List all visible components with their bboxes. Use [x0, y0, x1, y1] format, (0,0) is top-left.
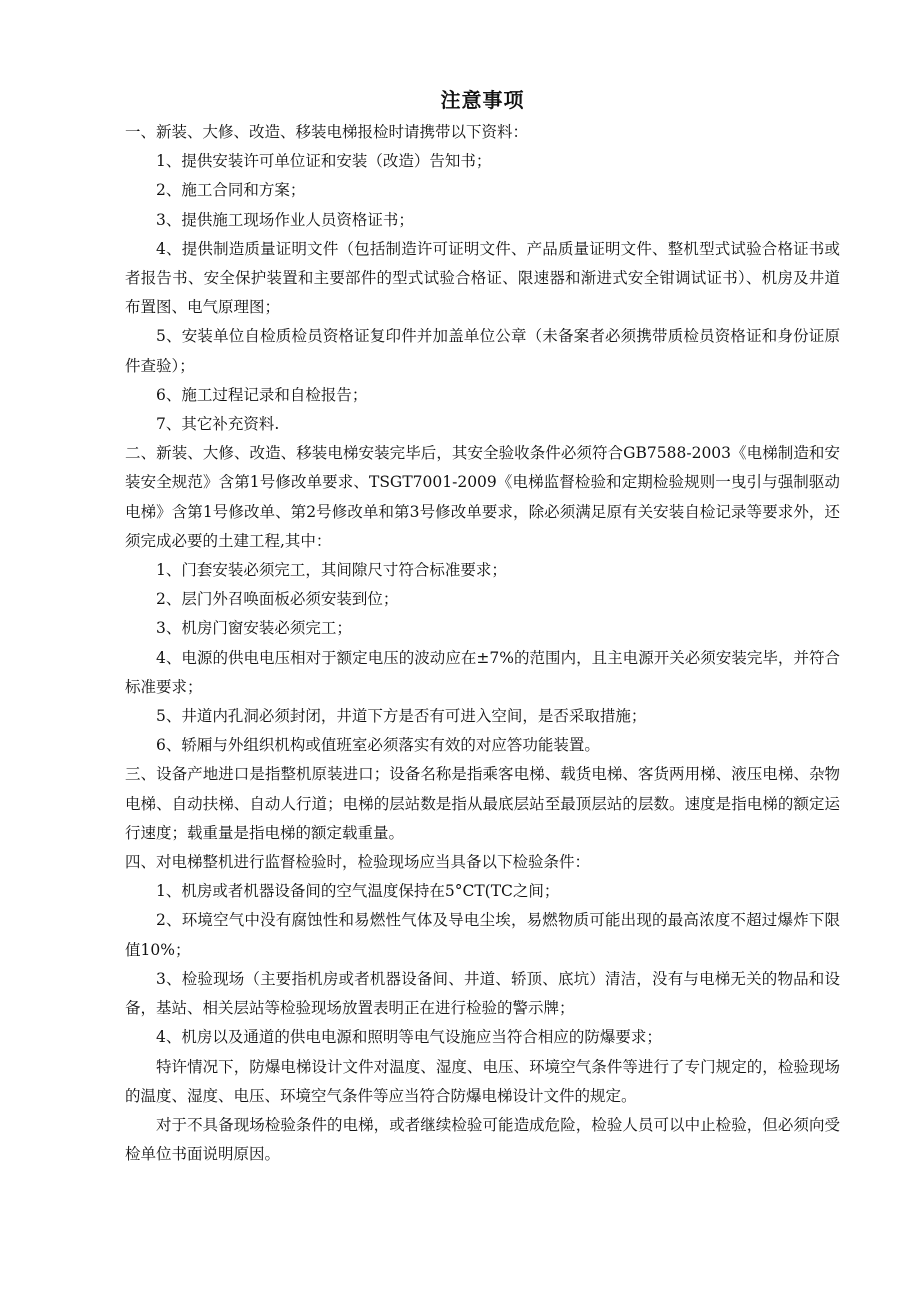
list-item-paragraph: 5、安装单位自检质检员资格证复印件并加盖单位公章（未备案者必须携带质检员资格证和身份证原件查验）； — [125, 327, 840, 375]
list-item-paragraph: 2、层门外召唤面板必须安装到位； — [156, 590, 399, 609]
list-item-paragraph: 7、其它补充资料. — [156, 415, 280, 434]
list-item-paragraph: 6、轿厢与外组织机构或值班室必须落实有效的对应答功能装置。 — [156, 736, 600, 755]
document-page — [125, 84, 840, 1169]
document-body — [125, 118, 840, 1169]
list-item-paragraph: 2、环境空气中没有腐蚀性和易燃性气体及导电尘埃，易燃物质可能出现的最高浓度不超过爆炸下限值10%； — [125, 911, 840, 959]
list-item-paragraph: 3、机房门窗安装必须完工； — [156, 619, 352, 638]
list-item-paragraph: 特许情况下，防爆电梯设计文件对温度、湿度、电压、环境空气条件等进行了专门规定的，检验现场的温度、湿度、电压、环境空气条件等应当符合防爆电梯设计文件的规定。 — [125, 1057, 840, 1105]
list-item-paragraph: 1、提供安装许可单位证和安装（改造）告知书； — [156, 152, 492, 171]
list-item-paragraph: 3、提供施工现场作业人员资格证书； — [156, 210, 414, 229]
list-item-paragraph: 4、提供制造质量证明文件（包括制造许可证明文件、产品质量证明文件、整机型式试验合格证书或者报告书、安全保护装置和主要部件的型式试验合格证、限速器和渐进式安全钳调试证书）、机房及井道布置图、电气原理图； — [125, 239, 840, 317]
section-heading-paragraph: 一、新装、大修、改造、移装电梯报检时请携带以下资料： — [125, 123, 529, 141]
list-item-paragraph: 4、电源的供电电压相对于额定电压的波动应在±7%的范围内，且主电源开关必须安装完毕，并符合标准要求； — [125, 648, 840, 696]
list-item-paragraph: 6、施工过程记录和自检报告； — [156, 385, 368, 404]
section-heading-paragraph: 三、设备产地进口是指整机原装进口；设备名称是指乘客电梯、载货电梯、客货两用梯、液压电梯、杂物电梯、自动扶梯、自动人行道；电梯的层站数是指从最底层站至最顶层站的层数。速度是指电梯的额定运行速度；载重量是指电梯的额定载重量。 — [125, 765, 840, 842]
section-heading-paragraph: 四、对电梯整机进行监督检验时，检验现场应当具备以下检验条件： — [125, 853, 591, 872]
list-item-paragraph: 1、门套安装必须完工，其间隙尺寸符合标准要求； — [156, 561, 507, 580]
list-item-paragraph: 3、检验现场（主要指机房或者机器设备间、井道、轿顶、底坑）清洁，没有与电梯无关的物品和设备，基站、相关层站等检验现场放置表明正在进行检验的警示牌； — [125, 969, 840, 1018]
page-title: 注意事项 — [440, 88, 525, 112]
list-item-paragraph: 对于不具备现场检验条件的电梯，或者继续检验可能造成危险，检验人员可以中止检验，但必须向受检单位书面说明原因。 — [125, 1115, 840, 1164]
list-item-paragraph: 2、施工合同和方案； — [156, 181, 306, 200]
list-item-paragraph: 1、机房或者机器设备间的空气温度保持在5°CT(TC之间； — [156, 882, 560, 901]
list-item-paragraph: 5、井道内孔洞必须封闭，井道下方是否有可进入空间，是否采取措施； — [156, 707, 647, 726]
list-item-paragraph: 4、机房以及通道的供电电源和照明等电气设施应当符合相应的防爆要求； — [156, 1028, 662, 1047]
section-heading-paragraph: 二、新装、大修、改造、移装电梯安装完毕后，其安全验收条件必须符合GB7588-2003《电梯制造和安装安全规范》含第1号修改单要求、TSGT7001-2009《电梯监督检验和定期检验规则一曳引与强制驱动电梯》含第1号修改单、第2号修改单和第3号修改单要求，除必须满足原有关安装自检记录等要求外，还须完成必要的土建工程,其中： — [125, 444, 840, 550]
